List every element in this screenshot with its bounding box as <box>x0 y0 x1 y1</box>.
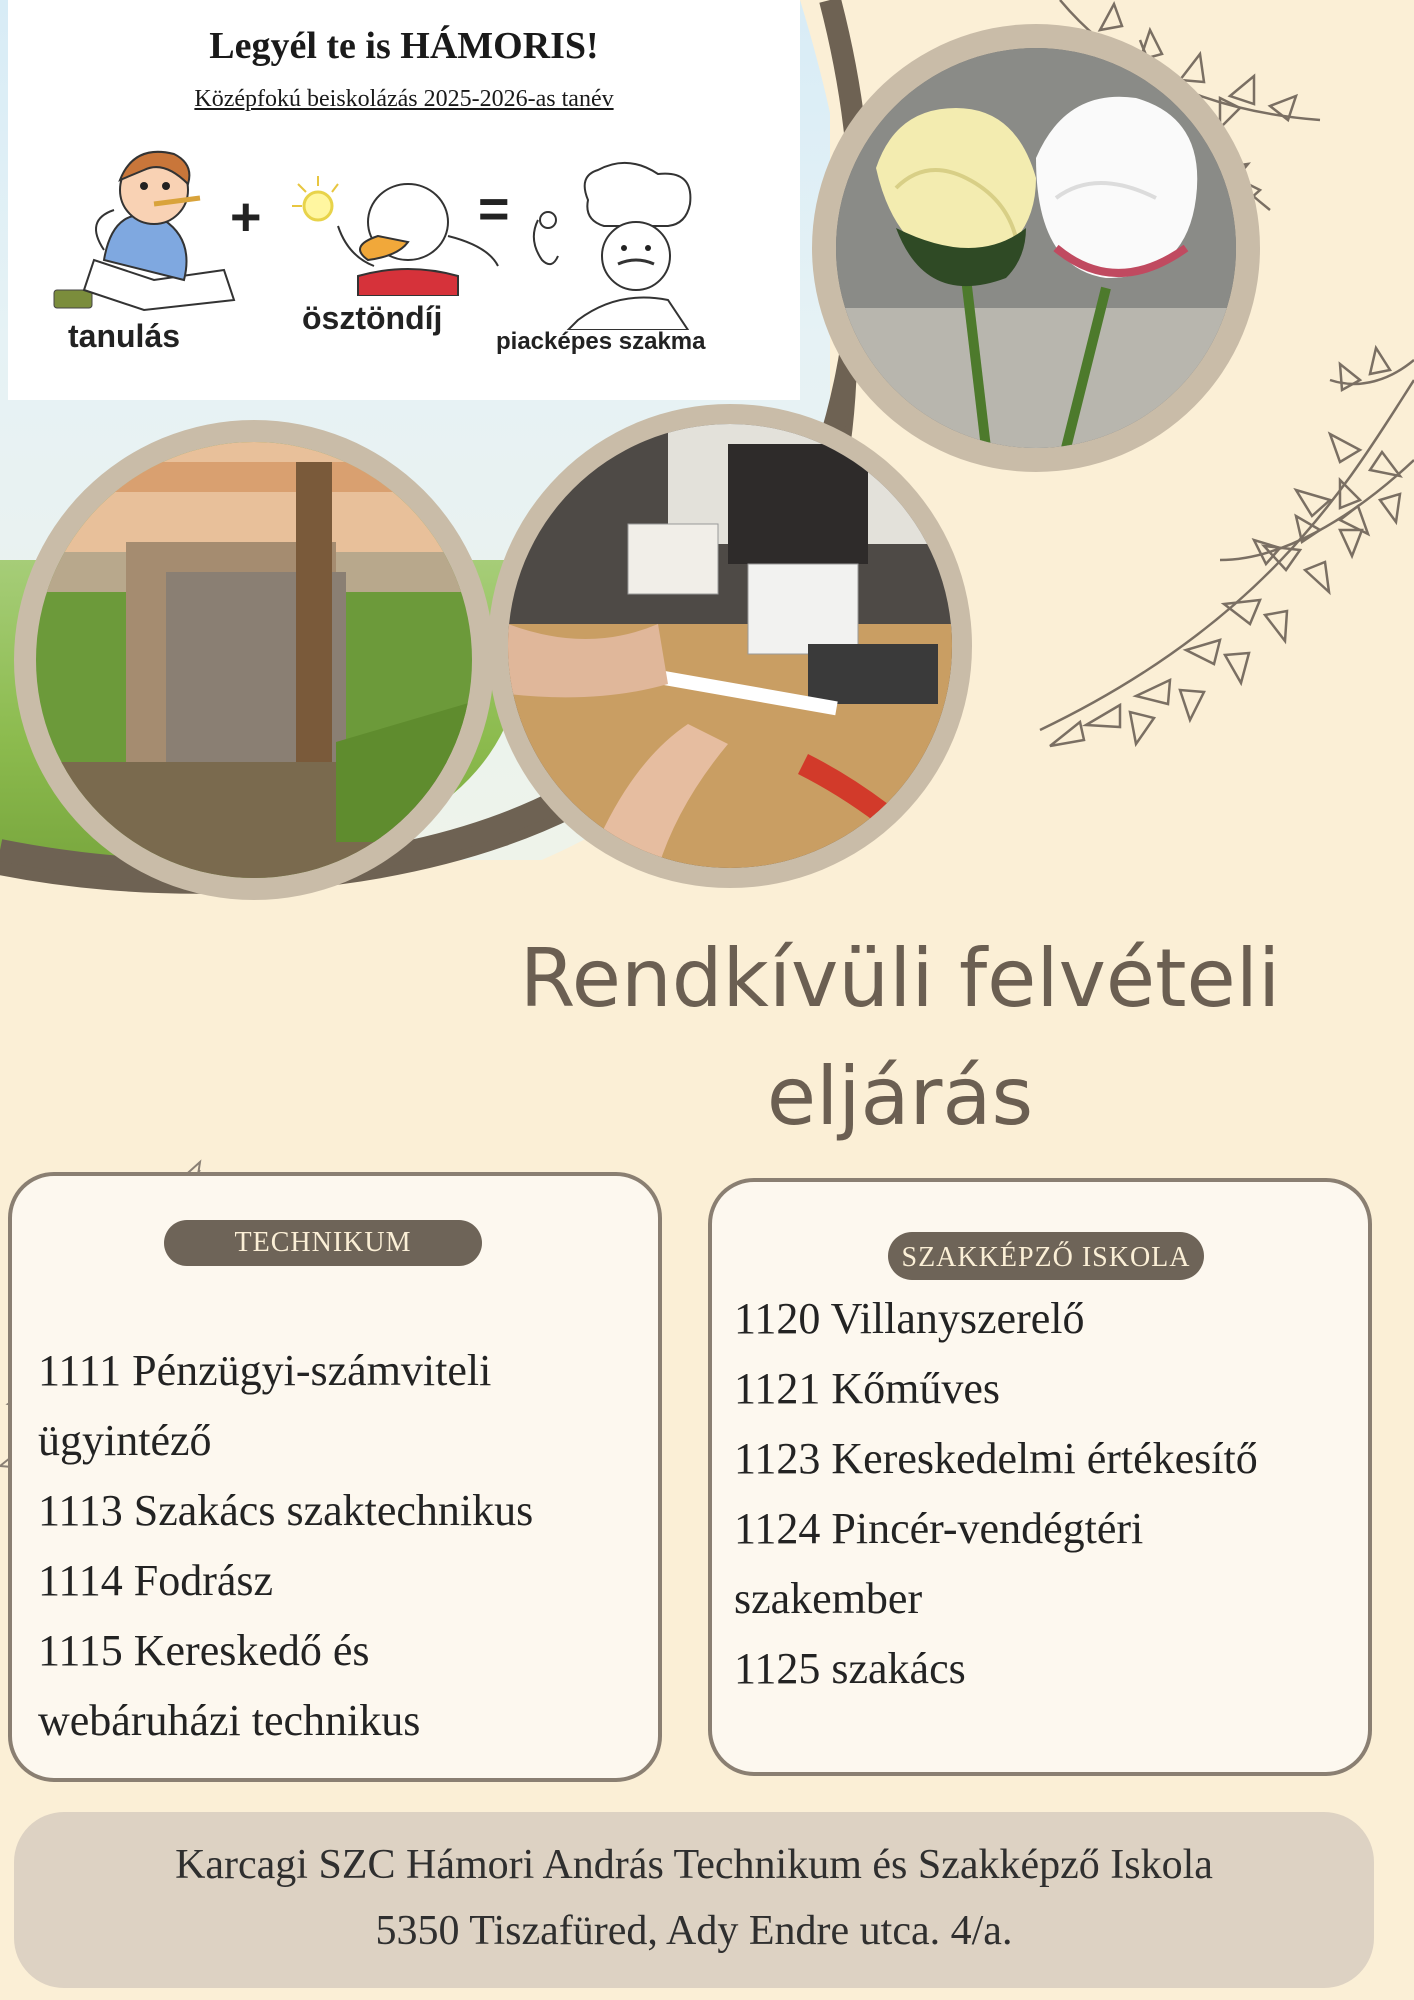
technikum-card <box>8 1172 662 1782</box>
headline-line-2: eljárás <box>766 1050 1034 1143</box>
list-item: 1113 Szakács szaktechnikus <box>38 1486 534 1535</box>
list-item: szakember <box>734 1574 923 1623</box>
list-item: 1123 Kereskedelmi értékesítő <box>734 1434 1258 1483</box>
chef-cartoon-icon <box>518 160 718 330</box>
technikum-list <box>38 1336 533 1756</box>
list-item: 1115 Kereskedő és <box>38 1626 370 1675</box>
electrician-workshop-photo <box>508 424 952 868</box>
list-item: ügyintéző <box>38 1416 212 1465</box>
list-item: 1111 Pénzügyi-számviteli <box>38 1346 492 1395</box>
list-item: 1125 szakács <box>734 1644 966 1693</box>
equals-operator: = <box>478 179 510 239</box>
list-item: 1124 Pincér-vendégtéri <box>734 1504 1144 1553</box>
duck-cartoon-icon <box>288 166 508 296</box>
rose-photo <box>836 48 1236 448</box>
label-osztondij: ösztöndíj <box>302 300 443 336</box>
szakkepzo-list <box>734 1284 1258 1704</box>
label-piackepes-szakma: piacképes szakma <box>496 328 706 355</box>
technikum-badge: TECHNIKUM <box>164 1220 482 1266</box>
banner-subtitle: Középfokú beiskolázás 2025-2026-as tanév <box>194 86 614 112</box>
label-tanulas: tanulás <box>68 318 181 354</box>
student-cartoon-icon <box>44 140 244 320</box>
plus-operator: + <box>230 187 262 247</box>
brick-wall-photo <box>36 442 472 878</box>
school-name: Karcagi SZC Hámori András Technikum és Szakképző Iskola <box>175 1842 1213 1888</box>
banner-logo <box>8 0 800 400</box>
headline-line-1: Rendkívüli felvételi <box>519 932 1281 1025</box>
school-footer <box>14 1812 1374 1988</box>
page-headline <box>470 920 1330 1156</box>
banner-title: Legyél te is HÁMORIS! <box>209 25 599 67</box>
list-item: 1114 Fodrász <box>38 1556 274 1605</box>
list-item: webáruházi technikus <box>38 1696 421 1745</box>
szakkepzo-badge: SZAKKÉPZŐ ISKOLA <box>888 1232 1204 1280</box>
school-address: 5350 Tiszafüred, Ady Endre utca. 4/a. <box>375 1908 1013 1954</box>
list-item: 1120 Villanyszerelő <box>734 1294 1085 1343</box>
list-item: 1121 Kőműves <box>734 1364 1001 1413</box>
szakkepzo-card <box>708 1178 1372 1776</box>
